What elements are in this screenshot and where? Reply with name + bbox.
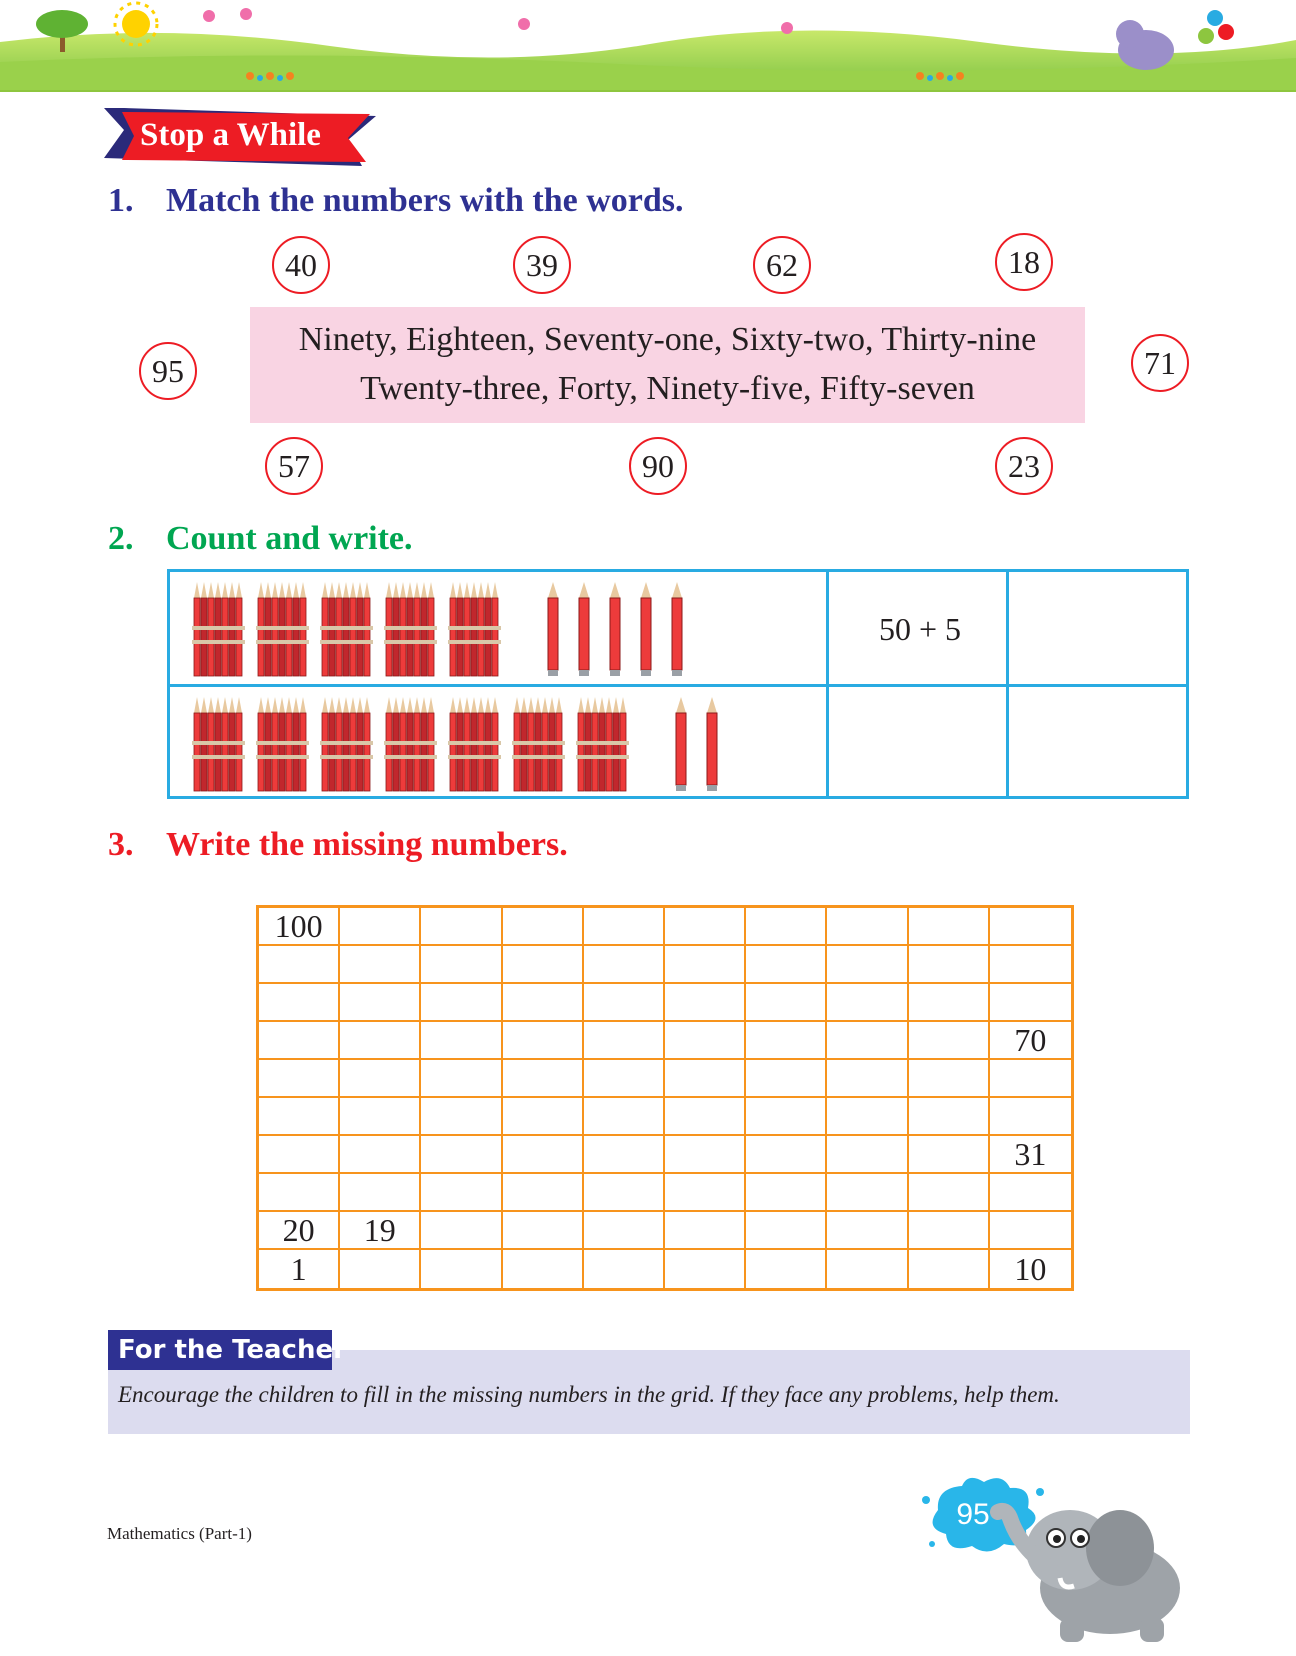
grid-cell[interactable]: 10 <box>1014 1251 1047 1287</box>
teacher-note: Encourage the children to fill in the missing numbers in the grid. If they face any problems, help them. <box>118 1382 1060 1407</box>
number-circle[interactable]: 39 <box>513 236 571 294</box>
loose-pencil-icon <box>641 582 651 676</box>
grid-cell[interactable] <box>584 1212 665 1250</box>
grid-cell[interactable] <box>990 908 1071 946</box>
question-number: 3. <box>108 826 134 863</box>
pencil-bundle-icon <box>192 697 245 791</box>
pencil-bundle-icon <box>448 582 501 676</box>
grid-cell[interactable] <box>503 908 584 946</box>
loose-pencil-icon <box>672 582 682 676</box>
question-text: Count and write. <box>166 520 413 557</box>
pencil-bundle-icon <box>448 697 501 791</box>
grid-cell[interactable] <box>259 1098 340 1136</box>
grid-cell[interactable] <box>340 1022 421 1060</box>
grid-cell[interactable]: 100 <box>259 908 340 946</box>
number-circle[interactable]: 23 <box>995 437 1053 495</box>
grid-cell[interactable] <box>584 1250 665 1288</box>
question-2-title <box>108 520 413 558</box>
pencil-bundle-icon <box>576 697 629 791</box>
loose-pencil-icon <box>579 582 589 676</box>
grid-cell[interactable] <box>503 1212 584 1250</box>
grid-cell[interactable] <box>746 1212 827 1250</box>
grid-cell[interactable] <box>340 984 421 1022</box>
pencil-bundle-icon <box>192 582 245 676</box>
grid-cell[interactable] <box>746 1136 827 1174</box>
grid-cell[interactable] <box>421 1098 502 1136</box>
grid-cell[interactable] <box>340 1136 421 1174</box>
grid-cell[interactable] <box>990 1060 1071 1098</box>
grid-cell[interactable] <box>746 1098 827 1136</box>
grid-cell[interactable] <box>340 1250 421 1288</box>
grid-cell[interactable] <box>665 946 746 984</box>
meadow-banner-illustration <box>0 0 1296 96</box>
grid-cell[interactable] <box>665 1022 746 1060</box>
grid-cell[interactable] <box>909 984 990 1022</box>
grid-cell[interactable] <box>421 1136 502 1174</box>
grid-cell[interactable] <box>909 1212 990 1250</box>
loose-pencil-icon <box>707 697 717 791</box>
section-ribbon <box>104 108 376 166</box>
pencil-bundle-icon <box>256 697 309 791</box>
grid-cell[interactable] <box>503 1022 584 1060</box>
grid-cell[interactable] <box>990 1212 1071 1250</box>
grid-cell[interactable] <box>584 984 665 1022</box>
grid-cell[interactable]: 31 <box>990 1136 1071 1174</box>
grid-cell[interactable] <box>340 908 421 946</box>
grid-cell[interactable] <box>584 908 665 946</box>
grid-cell[interactable] <box>909 1098 990 1136</box>
words-line: Twenty-three, Forty, Ninety-five, Fifty-seven <box>360 370 975 407</box>
grid-cell[interactable] <box>746 1250 827 1288</box>
grid-cell[interactable] <box>665 1212 746 1250</box>
pencil-bundle-icon <box>512 697 565 791</box>
grid-cell[interactable] <box>259 1174 340 1212</box>
grid-cell[interactable] <box>421 946 502 984</box>
grid-cell[interactable]: 1 <box>259 1250 340 1288</box>
ribbon-label: Stop a While <box>140 117 321 153</box>
grid-cell[interactable] <box>259 1060 340 1098</box>
question-number: 2. <box>108 520 134 557</box>
grid-cell[interactable] <box>909 946 990 984</box>
count-table <box>167 569 1189 799</box>
grid-cell[interactable] <box>503 1136 584 1174</box>
grid-cell[interactable] <box>259 946 340 984</box>
elephant-icon <box>1116 20 1174 70</box>
number-circle[interactable]: 90 <box>629 437 687 495</box>
grid-cell[interactable] <box>340 1174 421 1212</box>
grid-cell[interactable]: 19 <box>340 1212 421 1250</box>
grid-cell[interactable] <box>746 984 827 1022</box>
grid-cell[interactable] <box>665 984 746 1022</box>
grid-cell[interactable] <box>421 1212 502 1250</box>
question-1-title <box>108 182 684 220</box>
answer-cell[interactable] <box>829 687 1006 799</box>
grid-cell[interactable] <box>909 1174 990 1212</box>
grid-cell[interactable] <box>584 1098 665 1136</box>
grid-cell[interactable] <box>584 946 665 984</box>
grid-cell[interactable] <box>909 1022 990 1060</box>
number-circle[interactable]: 62 <box>753 236 811 294</box>
pencil-bundles-row-1 <box>190 580 810 680</box>
grid-cell[interactable] <box>827 1212 908 1250</box>
number-circle[interactable]: 18 <box>995 233 1053 291</box>
grid-cell[interactable] <box>990 984 1071 1022</box>
page-number: 95 <box>956 1498 990 1531</box>
grid-cell[interactable] <box>259 1136 340 1174</box>
grid-cell[interactable] <box>827 1098 908 1136</box>
grid-cell[interactable] <box>421 1174 502 1212</box>
number-circle[interactable]: 95 <box>139 342 197 400</box>
loose-pencil-icon <box>610 582 620 676</box>
number-circle[interactable]: 71 <box>1131 334 1189 392</box>
grid-cell[interactable] <box>990 1174 1071 1212</box>
grid-cell[interactable] <box>746 1022 827 1060</box>
grid-cell[interactable] <box>421 1060 502 1098</box>
grid-cell[interactable] <box>827 1022 908 1060</box>
number-words-box <box>250 307 1085 423</box>
pencil-bundle-icon <box>256 582 309 676</box>
grid-cell[interactable] <box>665 1250 746 1288</box>
grid-cell[interactable] <box>421 1250 502 1288</box>
flower-icon <box>203 8 793 34</box>
grid-cell[interactable] <box>340 946 421 984</box>
hundred-grid <box>256 905 1074 1291</box>
grid-cell[interactable] <box>259 1022 340 1060</box>
grid-cell[interactable] <box>503 1250 584 1288</box>
balloon-icon <box>1198 10 1234 44</box>
grid-cell[interactable] <box>665 1060 746 1098</box>
grid-cell[interactable] <box>340 1060 421 1098</box>
grid-cell[interactable] <box>503 984 584 1022</box>
grid-cell[interactable] <box>746 946 827 984</box>
grid-cell[interactable] <box>827 1060 908 1098</box>
grid-cell[interactable] <box>421 984 502 1022</box>
grid-cell[interactable] <box>340 1098 421 1136</box>
expanded-form-cell: 50 + 5 <box>878 610 962 647</box>
words-line: Ninety, Eighteen, Seventy-one, Sixty-two, Thirty-nine <box>298 321 1037 358</box>
number-circle[interactable]: 40 <box>272 236 330 294</box>
grid-cell[interactable] <box>665 1098 746 1136</box>
grid-cell[interactable] <box>827 1174 908 1212</box>
grid-cell[interactable] <box>909 1136 990 1174</box>
grid-cell[interactable] <box>503 946 584 984</box>
pencil-bundle-icon <box>384 697 437 791</box>
elephant-mascot-icon <box>990 1478 1200 1648</box>
grid-cell[interactable] <box>421 908 502 946</box>
pencil-bundles-row-2 <box>190 695 810 795</box>
question-number: 1. <box>108 182 134 219</box>
grid-cell[interactable] <box>746 1174 827 1212</box>
pencil-bundle-icon <box>320 582 373 676</box>
grid-cell[interactable] <box>746 908 827 946</box>
grid-cell[interactable] <box>665 908 746 946</box>
loose-pencil-icon <box>676 697 686 791</box>
grid-cell[interactable] <box>909 908 990 946</box>
loose-pencil-icon <box>548 582 558 676</box>
grid-cell[interactable] <box>665 1174 746 1212</box>
grid-cell[interactable]: 70 <box>990 1022 1071 1060</box>
question-text: Match the numbers with the words. <box>166 182 684 219</box>
answer-cell[interactable] <box>1009 572 1189 684</box>
number-circle[interactable]: 57 <box>265 437 323 495</box>
book-title: Mathematics (Part-1) <box>107 1524 252 1543</box>
grid-cell[interactable] <box>665 1136 746 1174</box>
grid-cell[interactable] <box>503 1174 584 1212</box>
grid-cell[interactable] <box>909 1250 990 1288</box>
teacher-heading: For the Teacher <box>108 1330 332 1370</box>
grid-cell[interactable] <box>990 946 1071 984</box>
grid-cell[interactable] <box>584 1022 665 1060</box>
grid-cell[interactable] <box>827 946 908 984</box>
grid-cell[interactable] <box>827 1136 908 1174</box>
grid-cell[interactable] <box>584 1174 665 1212</box>
grid-cell[interactable] <box>990 1098 1071 1136</box>
grid-cell[interactable] <box>909 1060 990 1098</box>
grid-cell[interactable] <box>259 984 340 1022</box>
grid-cell[interactable] <box>827 908 908 946</box>
question-3-title <box>108 826 568 864</box>
grid-cell[interactable] <box>584 1136 665 1174</box>
pencil-bundle-icon <box>320 697 373 791</box>
grid-cell[interactable] <box>827 984 908 1022</box>
grid-cell[interactable] <box>421 1022 502 1060</box>
pencil-bundle-icon <box>384 582 437 676</box>
grid-cell[interactable] <box>827 1250 908 1288</box>
answer-cell[interactable] <box>1009 687 1189 799</box>
grid-cell[interactable] <box>503 1060 584 1098</box>
grid-cell[interactable] <box>584 1060 665 1098</box>
grid-cell[interactable]: 20 <box>259 1212 340 1250</box>
question-text: Write the missing numbers. <box>166 826 568 863</box>
grid-cell[interactable] <box>503 1098 584 1136</box>
grid-cell[interactable] <box>746 1060 827 1098</box>
